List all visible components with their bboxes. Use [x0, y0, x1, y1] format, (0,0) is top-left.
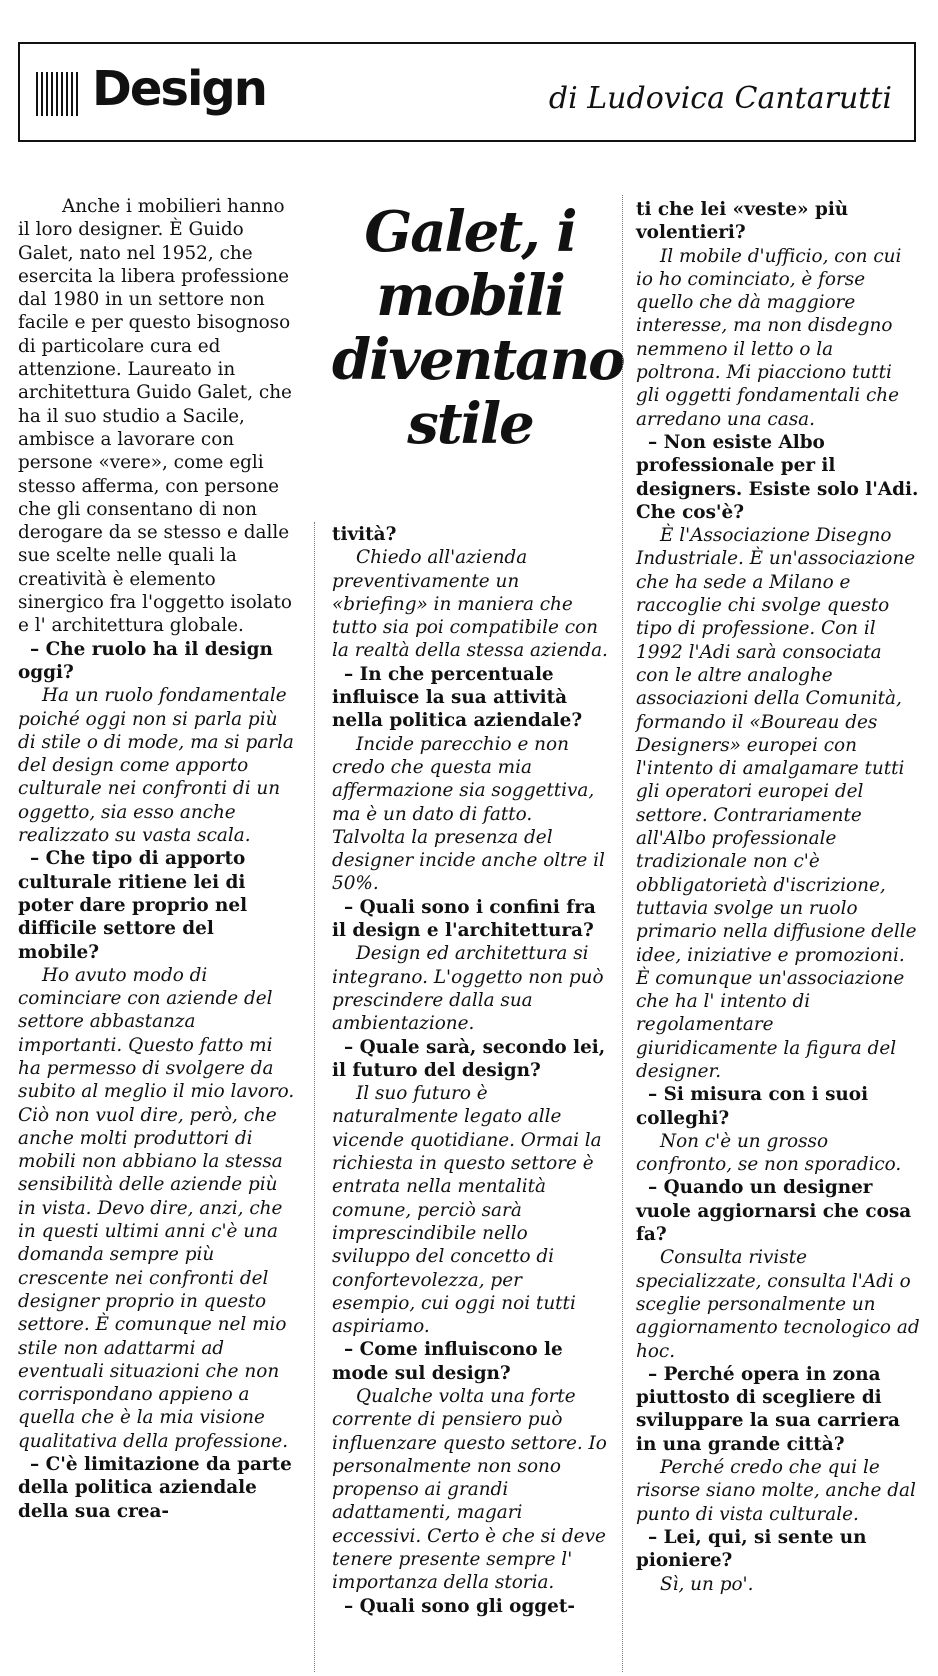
section-header	[18, 42, 916, 142]
answer: Qualche volta una forte corrente di pensiero può influenzare questo settore. Io personalmente non sono propenso ai grandi adattamenti, magari eccessivi. Certo è che si deve tenere presente sempre l' importanza della storia.	[332, 1385, 607, 1594]
answer: Ho avuto modo di cominciare con aziende del settore abbastanza importanti. Questo fatto mi ha permesso di svolgere da subito al meglio il mio lavoro. Ciò non vuol dire, però, che anche molti produttori di mobili non abbiano la stessa sensibilità delle aziende più in vista. Devo dire, anzi, che in questi ultimi anni c'è una domanda sempre più crescente nei confronti del designer proprio in questo settore. È comunque nel mio stile non adattarmi ad eventuali situazioni che non corrispondano appieno a quella che è la mia visione qualitativa della professione.	[18, 964, 295, 1452]
answer: Non c'è un grosso confronto, se non sporadico.	[636, 1130, 902, 1176]
answer: Il suo futuro è naturalmente legato alle vicende quotidiane. Ormai la richiesta in questo settore è entrata nella mentalità comune, perciò sarà imprescindibile nello sviluppo del concetto di confortevolezza, per esempio, cui oggi noi tutti aspiriamo.	[332, 1083, 602, 1338]
section-bars-icon	[36, 72, 80, 116]
question: – Come influiscono le mode sul design?	[332, 1339, 563, 1384]
column-divider	[314, 522, 315, 1672]
article-column-1	[18, 195, 296, 1523]
question-continued: tività?	[332, 524, 397, 545]
question: – Non esiste Albo professionale per il designers. Esiste solo l'Adi. Che cos'è?	[636, 431, 919, 523]
column-divider	[622, 195, 623, 1672]
question: – Che tipo di apporto culturale ritiene lei di poter dare proprio nel difficile settore del mobile?	[18, 848, 248, 963]
answer: È l'Associazione Disegno Industriale. È un'associazione che ha sede a Milano e raccoglie chi svolge questo tipo di professione. Con il 1992 l'Adi sarà consociata con le altre analoghe associazioni della Comunità, formando il «Boureau des Designers» europei con l'intento di amalgamare tutti gli operatori europei del settore. Contrariamente all'Albo professionale tradizionale non c'è obbligatorietà d'iscrizione, tuttavia svolge un ruolo primario nella diffusione delle idee, iniziative e promozioni. È comunque un'associazione che ha l' intento di regolamentare giuridicamente la figura del designer.	[636, 525, 917, 1082]
answer: Consulta riviste specializzate, consulta l'Adi o sceglie personalmente un aggiornamento tecnologico ad hoc.	[636, 1247, 920, 1362]
question: – Quando un designer vuole aggiornarsi che cosa fa?	[636, 1177, 912, 1246]
section-title: Design	[92, 61, 266, 117]
answer: Incide parecchio e non credo che questa mia affermazione sia soggettiva, ma è un dato di fatto. Talvolta la presenza del designer incide anche oltre il 50%.	[332, 733, 605, 895]
answer: Ha un ruolo fondamentale poiché oggi non si parla più di stile o di mode, ma si parla del design come apporto culturale nei confronti di un oggetto, sia esso anche realizzato su vasta scala.	[18, 685, 294, 847]
question: – Quale sarà, secondo lei, il futuro del design?	[332, 1036, 606, 1081]
article-headline: Galet, i mobili diventano stile	[332, 199, 624, 457]
article-column-3	[636, 198, 920, 1596]
answer: Perché credo che qui le risorse siano molte, anche dal punto di vista culturale.	[636, 1457, 916, 1525]
question: – Quali sono i confini fra il design e l'architettura?	[332, 896, 596, 942]
question: – Perché opera in zona piuttosto di scegliere di sviluppare la sua carriera in una grande città?	[636, 1363, 900, 1455]
question: – In che percentuale influisce la sua attività nella politica aziendale?	[332, 663, 583, 732]
question: – Lei, qui, si sente un pioniere?	[636, 1526, 867, 1572]
question: – Si misura con i suoi colleghi?	[636, 1084, 869, 1129]
question: – Che ruolo ha il design oggi?	[18, 638, 273, 683]
answer: Sì, un po'.	[660, 1573, 754, 1595]
byline: di Ludovica Cantarutti	[548, 81, 892, 116]
question: – C'è limitazione da parte della politica aziendale della sua crea-	[18, 1454, 292, 1522]
intro-paragraph: Anche i mobilieri hanno il loro designer. È Guido Galet, nato nel 1952, che esercita la libera professione dal 1980 in un settore non facile e per questo bisognoso di particolare cura ed attenzione. Laureato in architettura Guido Galet, che ha il suo studio a Sacile, ambisce a lavorare con persone «vere», come egli stesso afferma, con persone che gli consentano di non derogare da se stesso e dalle sue scelte nelle quali la creatività è elemento sinergico fra l'oggetto isolato e l' architettura globale.	[18, 196, 292, 637]
answer: Il mobile d'ufficio, con cui io ho cominciato, è forse quello che dà maggiore interesse, ma non disdegno nemmeno il letto o la poltrona. Mi piacciono tutti gli oggetti fondamentali che arredano una casa.	[636, 245, 902, 430]
question: – Quali sono gli ogget-	[344, 1595, 575, 1617]
answer: Design ed architettura si integrano. L'oggetto non può prescindere dalla sua ambientazione.	[332, 943, 604, 1035]
question-continued: ti che lei «veste» più volentieri?	[636, 199, 849, 244]
article-column-2	[332, 523, 608, 1618]
answer: Chiedo all'azienda preventivamente un «briefing» in maniera che tutto sia poi compatibile con la realtà della stessa azienda.	[332, 547, 608, 662]
